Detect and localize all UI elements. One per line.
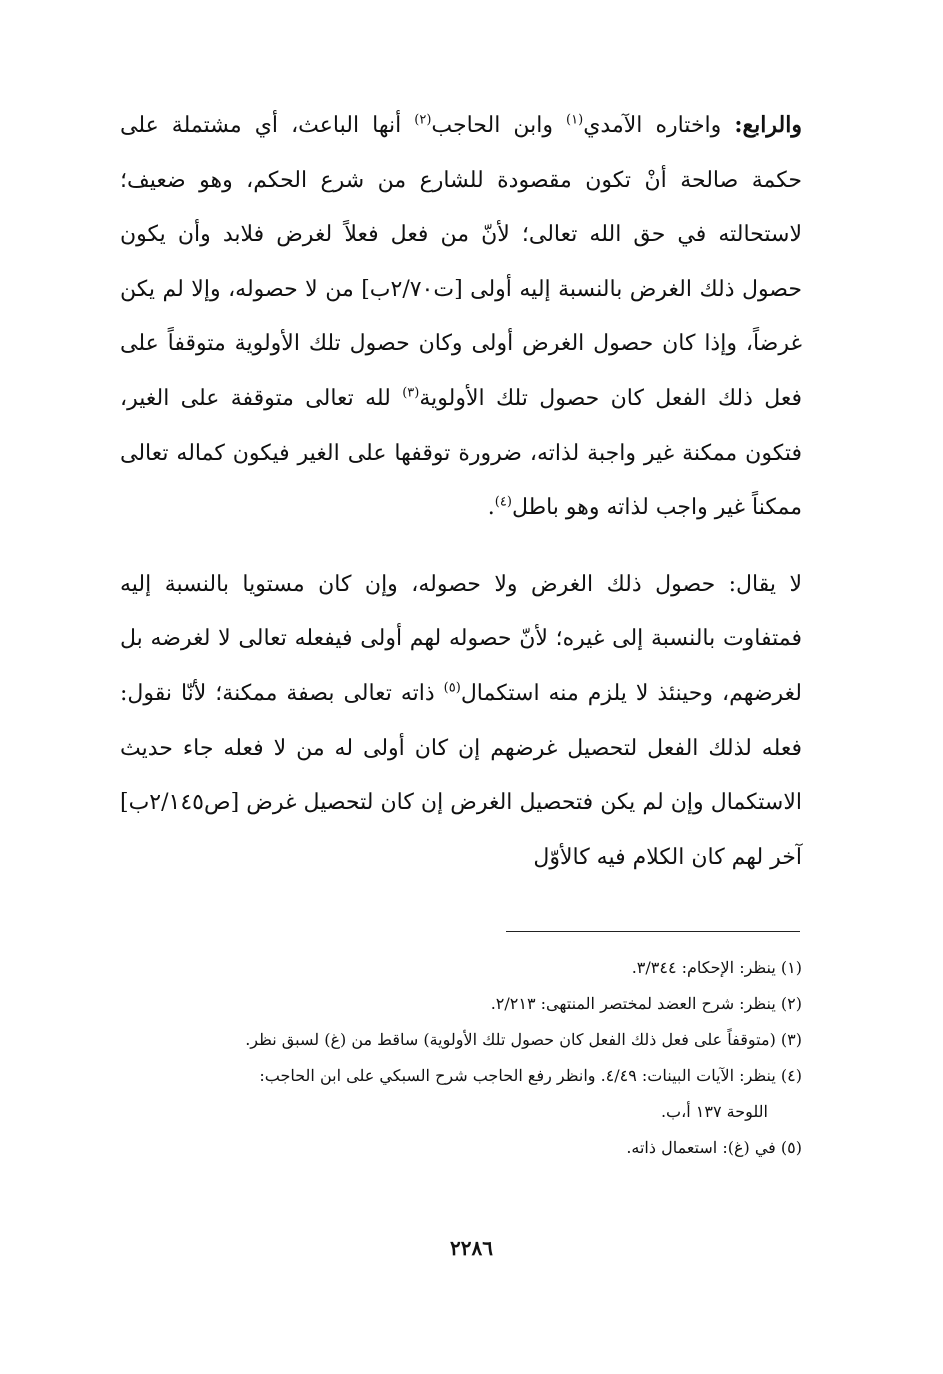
paragraph-2	[120, 558, 802, 886]
page-number: ٢٢٨٦	[450, 1236, 493, 1260]
footnote-number: (٢)	[780, 994, 802, 1013]
footnote-text: ينظر: الآيات البينات: ٤/٤٩. وانظر رفع الحاجب شرح السبكي على ابن الحاجب:	[259, 1066, 776, 1085]
footnote-ref-3: (٣)	[402, 385, 420, 401]
footnote-number: (٥)	[780, 1138, 802, 1157]
paragraph-1-part-2: وابن الحاجب	[431, 113, 567, 138]
paragraph-1-part-3: أنها الباعث، أي مشتملة على حكمة صالحة أنْ تكون مقصودة للشارع من شرع الحكم، وهو ضعيف؛ لاستحالته في حق الله تعالى؛ لأنّ من فعل فعلاً لغرض فلابد وأن يكون حصول ذلك الغرض بالنسبة إليه أولى [ت٢/٧٠ب] من لا حصوله، وإلا لم يكن غرضاً، وإذا كان حصول الغرض أولى وكان حصول تلك الأولوية متوقفاً على فعل ذلك الفعل كان حصول تلك الأولوية	[120, 113, 802, 411]
paragraph-2-part-2: ذاته تعالى بصفة ممكنة؛ لأنّا نقول: فعله لذلك الفعل لتحصيل غرضهم إن كان أولى له من لا فعله جاء حديث الاستكمال وإن لم يكن فتحصيل الغرض إن كان لتحصيل غرض [ص٢/١٤٥ب] آخر لهم كان الكلام فيه كالأوّل	[120, 680, 802, 870]
footnote-5	[120, 1130, 802, 1166]
footnote-4	[120, 1058, 802, 1130]
paragraph-1-part-1: واختاره الآمدي	[583, 113, 735, 138]
footnote-ref-2: (٢)	[414, 112, 432, 128]
paragraph-1-part-5: .	[487, 495, 495, 521]
footnote-ref-1: (١)	[566, 112, 584, 128]
section-lead-word: والرابع:	[734, 112, 802, 138]
footnote-text: ينظر: الإحكام: ٣/٣٤٤.	[631, 958, 776, 977]
paragraph-2-part-1: لا يقال: حصول ذلك الغرض ولا حصوله، وإن كان مستويا بالنسبة إليه فمتفاوت بالنسبة إلى غيره؛ لأنّ حصوله لهم أولى فيفعله تعالى لا لغرضه بل لغرضهم، وحينئذ لا يلزم منه استكمال	[120, 571, 802, 706]
paragraph-1	[120, 98, 802, 536]
paragraph-1-part-4: لله تعالى متوقفة على الغير، فتكون ممكنة غير واجبة لذاته، ضرورة توقفها على الغير فيكون كماله تعالى ممكناً غير واجب لذاته وهو باطل	[120, 385, 802, 521]
footnote-continuation: اللوحة ١٣٧ أ،ب.	[660, 1102, 768, 1121]
footnote-number: (١)	[780, 958, 802, 977]
footnote-3	[120, 1022, 802, 1058]
footnote-text: في (غ): استعمال ذاته.	[626, 1138, 776, 1157]
footnote-separator	[506, 931, 800, 932]
footnote-text: (متوقفاً على فعل ذلك الفعل كان حصول تلك الأولوية) ساقط من (غ) لسبق نظر.	[245, 1030, 776, 1049]
main-text	[120, 98, 802, 885]
footnote-1	[120, 950, 802, 986]
footnote-number: (٤)	[780, 1066, 802, 1085]
footnote-ref-4: (٤)	[494, 494, 512, 510]
footnote-number: (٣)	[780, 1030, 802, 1049]
footnote-text: ينظر: شرح العضد لمختصر المنتهى: ٢/٢١٣.	[490, 994, 776, 1013]
footnotes	[120, 950, 802, 1166]
footnote-ref-5: (٥)	[443, 680, 461, 696]
footnote-2	[120, 986, 802, 1022]
